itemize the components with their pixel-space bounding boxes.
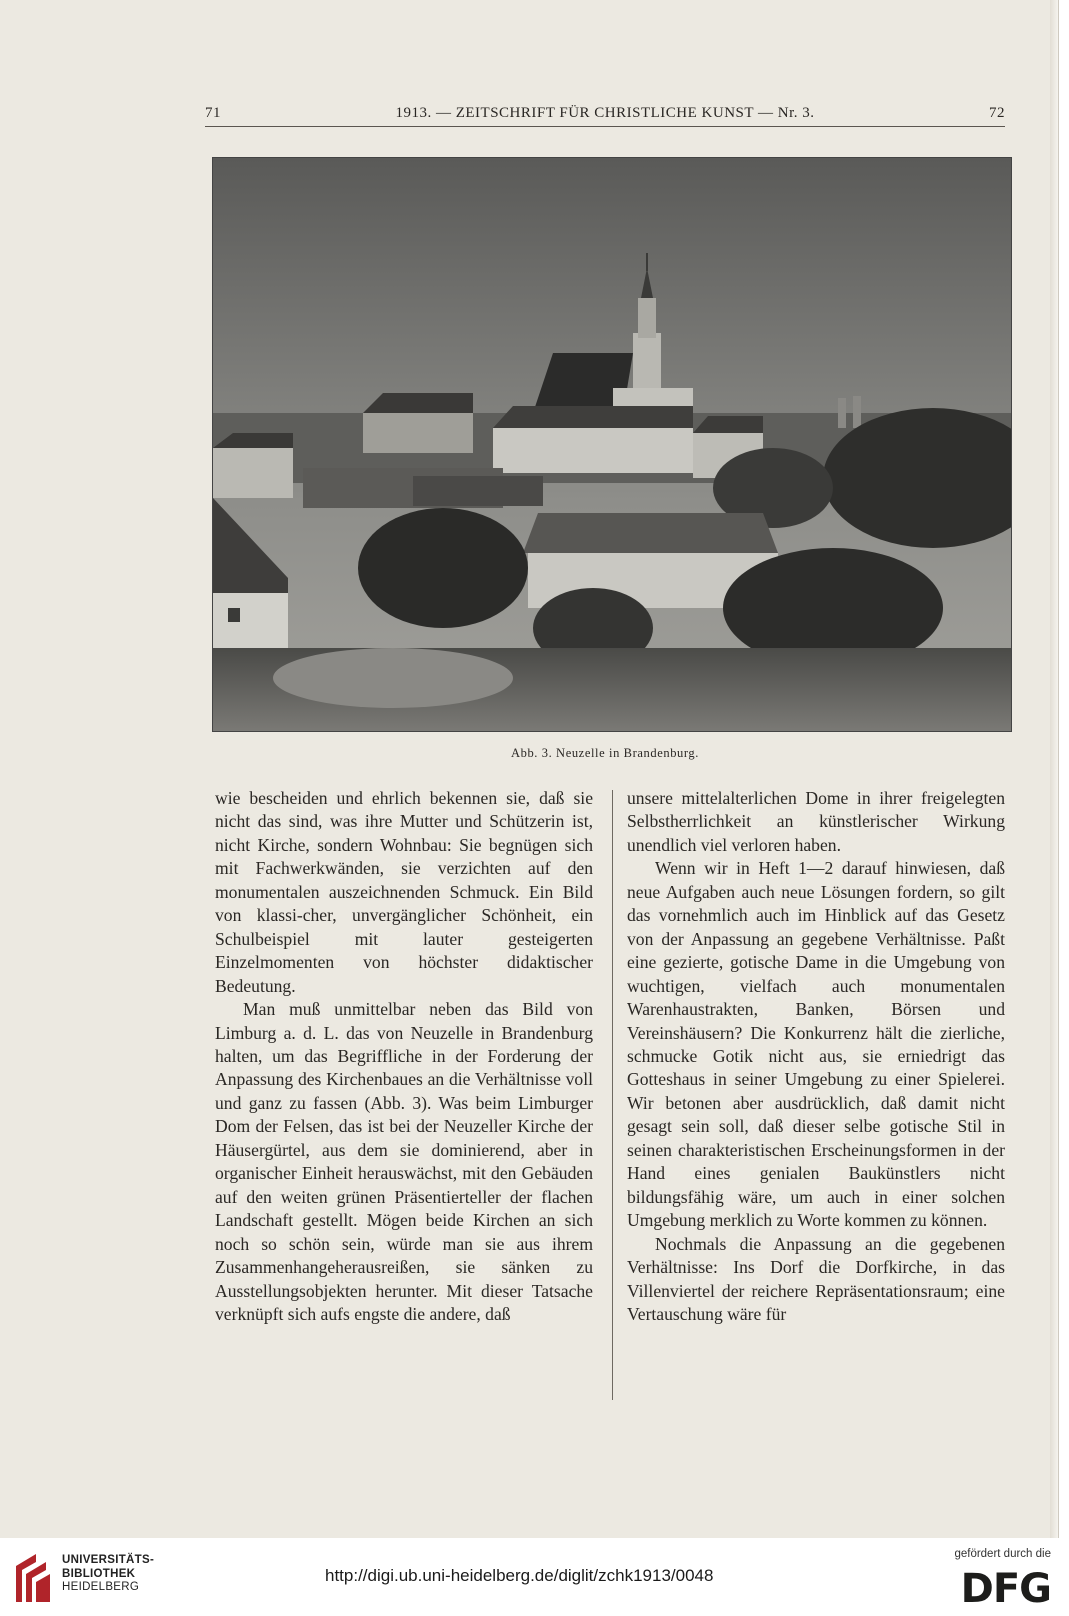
column-divider — [612, 790, 613, 1400]
funded-by-label: gefördert durch die — [954, 1548, 1051, 1560]
page-edge — [1050, 0, 1058, 1538]
paragraph: Nochmals die Anpassung an die gegebenen Verhältnisse: Ins Dorf die Dorfkirche, in das Villenviertel der reichere Repräsentationsraum; eine Vertauschung wäre für — [627, 1233, 1005, 1324]
paragraph: Wenn wir in Heft 1—2 darauf hinwiesen, daß neue Aufgaben auch neue Lösungen fordern, so gilt das vornehmlich auch im Hinblick auf das Gesetz von der Anpassung an gegebene Verhältnisse. Paßt eine gezierte, gotische Dame in die Umgebung von wuchtigen, vielfach auch monumentalen Warenhaustrakten, Banken, Börsen und Vereinshäusern? Die Konkurrenz hält die zierliche, schmucke Gotik nicht aus, sie erniedrigt das Gotteshaus in seiner Umgebung zu einer Spielerei. Wir betonen aber ausdrücklich, daß damit nicht gesagt sein soll, daß dieser selbe gotische Stil in seinen charakteristischen Erscheinungsformen in der Hand eines genialen Baukünstlers nicht bildungsfähig wäre, um auch in einer solchen Umgebung merklich zu Worte kommen zu können. — [627, 858, 1005, 1231]
library-logo-icon — [12, 1552, 52, 1604]
paragraph: unsere mittelalterlichen Dome in ihrer freigelegten Selbstherrlichkeit an künstlerischer Wirkung unendlich viel verloren haben. — [627, 788, 1005, 855]
page-number-left: 71 — [205, 105, 221, 121]
paragraph: Man muß unmittelbar neben das Bild von Limburg a. d. L. das von Neuzelle in Brandenburg halten, um das Begriffliche in der Forderung der Anpassung des Kirchenbaues an die Verhältnisse voll und ganz zu fassen (Abb. 3). Was beim Limburger Dom der Felsen, das ist bei der Neuzeller Kirche der Häusergürtel, aus dem sie dominierend, aber in organischer Einheit herauswächst, mit den Gebäuden auf den weiten grünen Präsentierteller der flachen Landschaft gestellt. Mögen beide Kirchen an sich noch so schön sein, würde man sie aus ihrem Zusammenhangeherausreißen, sie sänken zu Ausstellungsobjekten herunter. Mit dieser Tatsache verknüpft sich aufs engste die andere, daß — [215, 999, 593, 1324]
library-name: UNIVERSITÄTS- BIBLIOTHEK HEIDELBERG — [62, 1554, 155, 1593]
dfg-logo: DFG — [960, 1566, 1051, 1612]
journal-title: 1913. — ZEITSCHRIFT FÜR CHRISTLICHE KUNST — Nr. 3. — [395, 105, 815, 121]
running-header — [205, 102, 1005, 127]
text-column-left — [215, 787, 593, 1326]
permalink-url[interactable]: http://digi.ub.uni-heidelberg.de/diglit/zchk1913/0048 — [325, 1566, 714, 1585]
paragraph: wie bescheiden und ehrlich bekennen sie, daß sie nicht das sind, was ihre Mutter und Schützerin ist, nicht Kirche, sondern Wohnbau: Sie begnügen sich mit Fachwerkwänden, sie verzichten auf den monumentalen auszeichnenden Schmuck. Ein Bild von klassi-cher, unvergänglicher Schönheit, ein Schulbeispiel mit lauter gesteigerten Einzelmomenten von höchster didaktischer Bedeutung. — [215, 788, 593, 996]
photograph-neuzelle — [212, 157, 1012, 732]
figure-caption: Abb. 3. Neuzelle in Brandenburg. — [510, 746, 700, 760]
footer-bar — [0, 1538, 1069, 1616]
page-number-right: 72 — [989, 105, 1005, 121]
text-column-right — [627, 787, 1005, 1326]
photo-illustration — [213, 158, 1011, 731]
